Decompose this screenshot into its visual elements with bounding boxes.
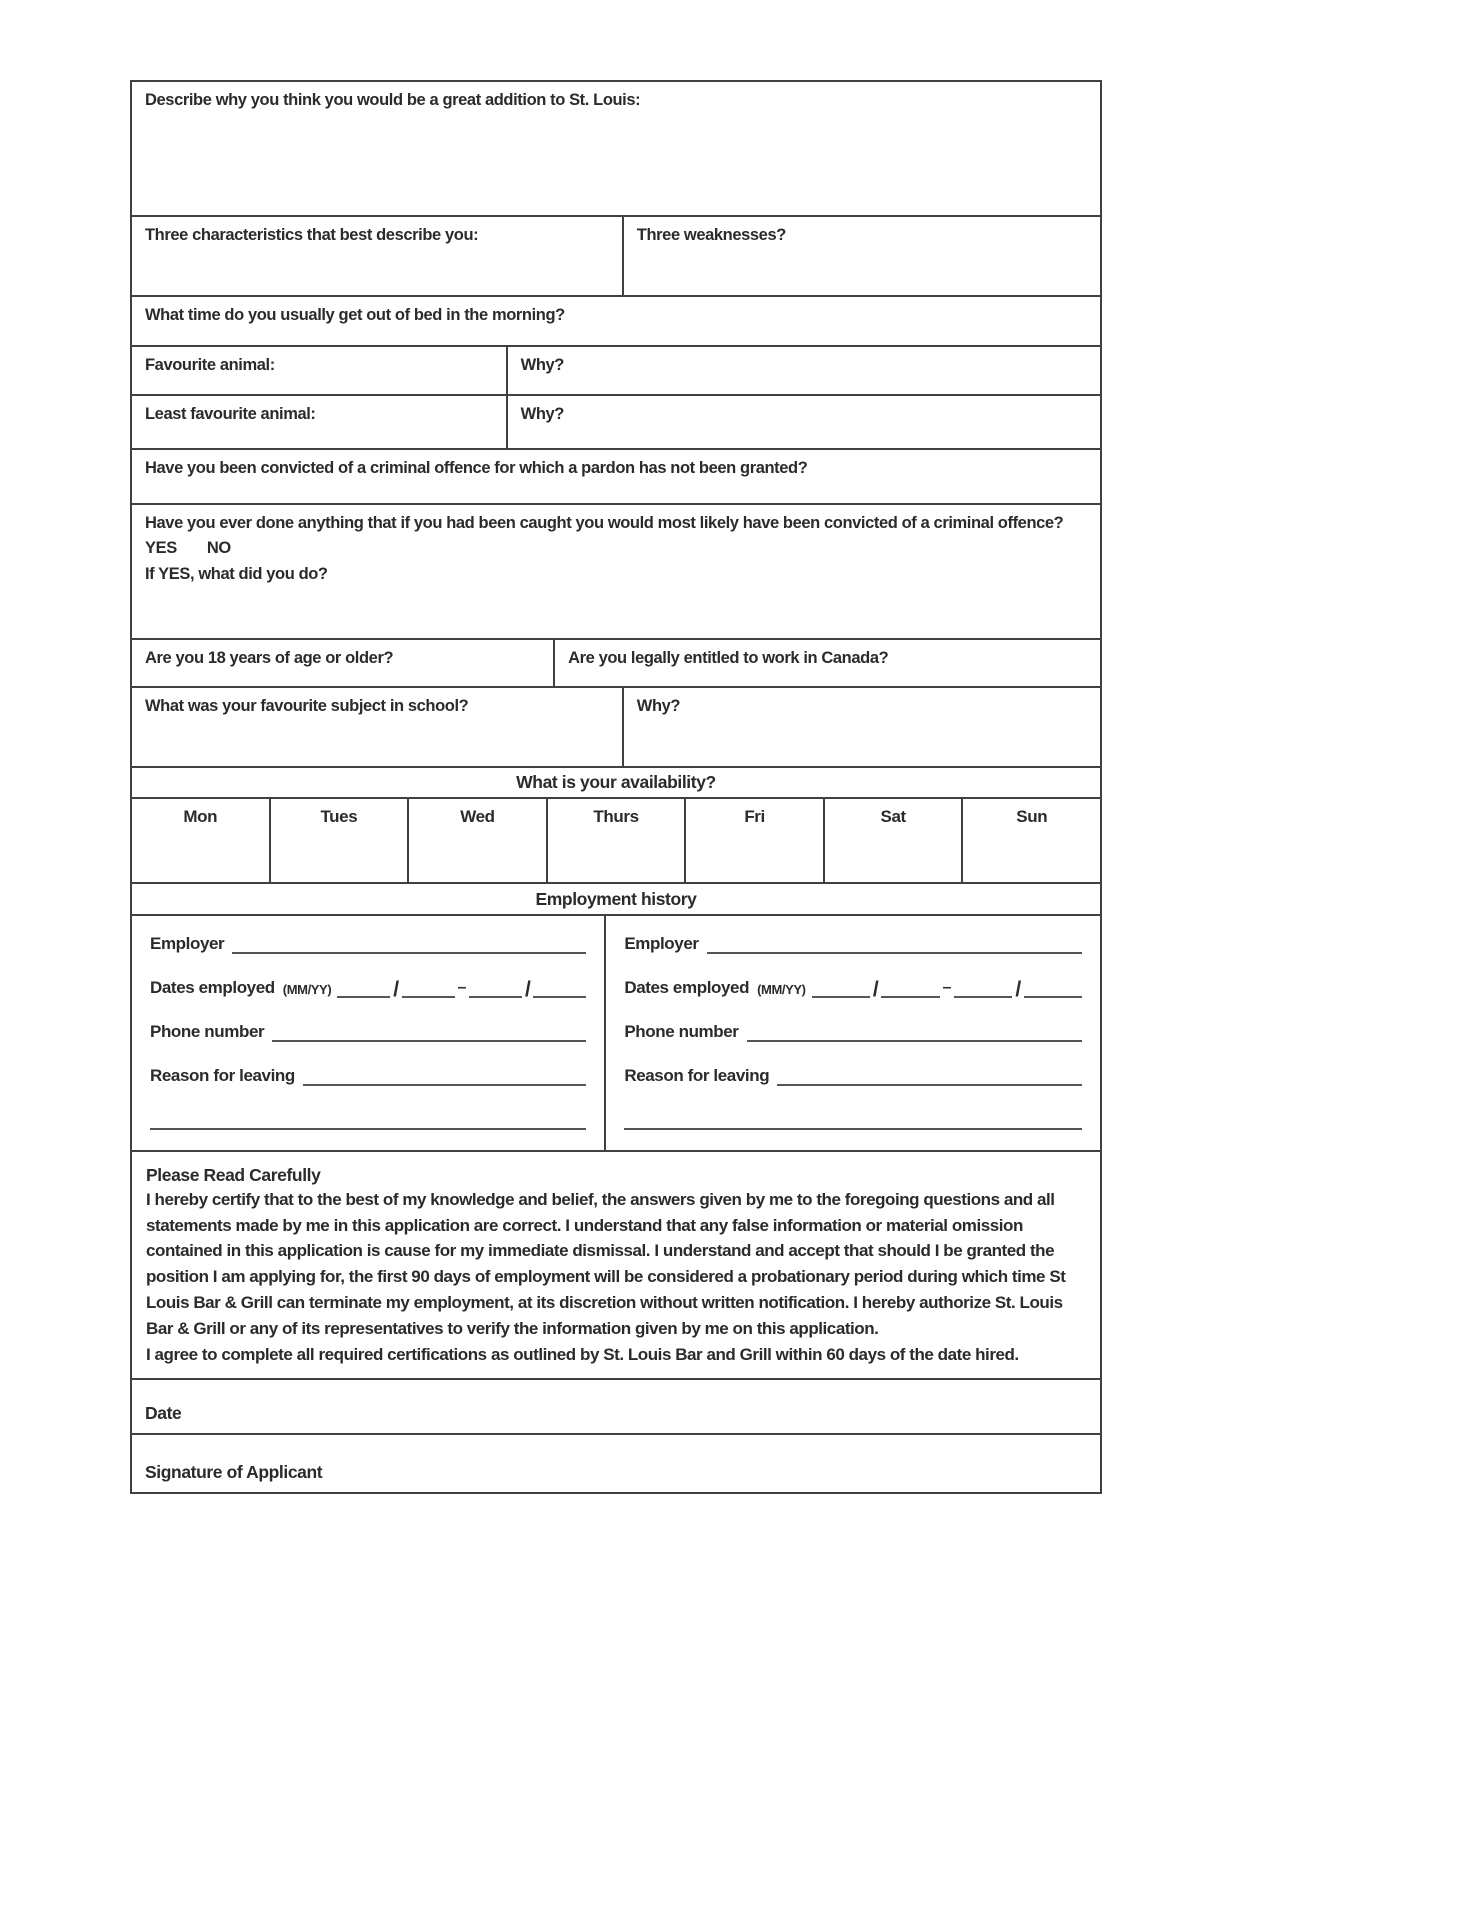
row-least-favourite-animal [132,396,1100,450]
day-cell-mon[interactable] [132,799,269,882]
day-cell-sun[interactable] [961,799,1100,882]
phone-label: Phone number [150,1022,265,1041]
employment-history-row [132,916,1100,1152]
reason-input-line[interactable] [303,1066,586,1086]
favourite-animal-answer-area[interactable] [132,347,506,394]
declaration-body-2: I agree to complete all required certifications as outlined by St. Louis Bar and Grill within 60 days of the date hired. [146,1344,1019,1364]
date-label: Date [145,1403,182,1423]
least-favourite-animal-why-label: Why? [520,405,564,423]
employment-application-form [130,80,1102,1494]
day-cell-thurs[interactable] [546,799,685,882]
employment-history-title: Employment history [535,888,697,909]
dates-month-to-line[interactable] [469,978,522,998]
availability-days-row [132,799,1100,884]
least-favourite-animal-why-answer-area[interactable] [506,396,1100,448]
convicted-answer-area[interactable] [132,450,1100,503]
signature-label: Signature of Applicant [145,1462,323,1482]
reason-overflow-line[interactable] [150,1110,586,1130]
great-addition-question-label: Describe why you think you would be a great addition to St. Louis: [145,91,641,109]
three-characteristics-answer-area[interactable] [132,217,622,295]
day-cell-fri[interactable] [684,799,823,882]
slash-mark: / [872,978,879,1001]
row-age-and-work-eligibility [132,640,1100,688]
reason-field-1 [150,1066,586,1086]
least-favourite-animal-answer-area[interactable] [132,396,506,448]
day-label-tues: Tues [320,807,358,826]
signature-row [132,1435,1100,1492]
slash-mark: / [1015,978,1021,1001]
dates-employed-field-1 [150,978,586,1001]
yes-no-options [145,538,1087,559]
reason-field-2 [624,1066,1082,1086]
reason-label: Reason for leaving [150,1066,295,1085]
reason-input-line[interactable] [777,1066,1082,1086]
no-option[interactable]: NO [206,539,231,558]
dash-mark: – [457,979,467,996]
row-favourite-animal [132,347,1100,396]
employer-input-line[interactable] [707,934,1082,954]
day-label-mon: Mon [183,807,218,826]
day-label-thurs: Thurs [593,807,639,826]
three-weaknesses-label: Three weaknesses? [636,226,786,244]
day-label-sun: Sun [1016,807,1048,826]
work-canada-answer-area[interactable] [553,640,1100,686]
dash-mark: – [942,979,952,996]
favourite-subject-answer-area[interactable] [132,688,622,766]
slash-mark: / [393,978,399,1001]
employer-field-2 [624,934,1082,954]
date-row [132,1380,1100,1435]
phone-field-2 [624,1022,1082,1042]
reason-label: Reason for leaving [624,1066,770,1085]
declaration-text-area [132,1152,1100,1378]
reason-overflow-line[interactable] [624,1110,1082,1130]
age-18-answer-area[interactable] [132,640,553,686]
dates-format-label: (MM/YY) [757,982,806,997]
dates-year-from-line[interactable] [402,978,455,998]
wake-time-answer-area[interactable] [132,297,1100,345]
employer-input-line[interactable] [232,934,586,954]
row-done-anything [132,505,1100,640]
dates-format-label: (MM/YY) [282,982,332,997]
dates-year-to-line[interactable] [1024,978,1082,998]
row-favourite-subject [132,688,1100,768]
day-label-wed: Wed [460,807,495,826]
day-label-sat: Sat [880,807,906,826]
dates-month-from-line[interactable] [812,978,870,998]
declaration-title: Please Read Carefully [146,1165,321,1185]
favourite-subject-why-label: Why? [636,697,681,715]
three-characteristics-label: Three characteristics that best describe you: [145,226,479,244]
slash-mark: / [524,978,531,1001]
day-cell-tues[interactable] [269,799,408,882]
if-yes-label: If YES, what did you do? [145,564,328,583]
least-favourite-animal-label: Least favourite animal: [145,405,316,423]
day-cell-wed[interactable] [407,799,546,882]
favourite-animal-why-label: Why? [520,356,564,374]
favourite-subject-why-answer-area[interactable] [622,688,1100,766]
reason-overflow-field-2 [624,1110,1082,1130]
dates-month-from-line[interactable] [337,978,390,998]
employer-field-1 [150,934,586,954]
employment-entry-1 [132,916,606,1150]
phone-field-1 [150,1022,586,1042]
employment-entry-2 [606,916,1100,1150]
favourite-animal-why-answer-area[interactable] [506,347,1100,394]
dates-employed-label: Dates employed [150,978,275,997]
employer-label: Employer [150,934,225,953]
row-convicted [132,450,1100,505]
row-characteristics-weaknesses [132,217,1100,297]
dates-month-to-line[interactable] [954,978,1012,998]
dates-employed-label: Dates employed [624,978,750,997]
phone-label: Phone number [624,1022,739,1041]
dates-employed-field-2 [624,978,1082,1001]
three-weaknesses-answer-area[interactable] [622,217,1100,295]
availability-header-row [132,768,1100,799]
yes-option[interactable]: YES [145,539,177,558]
row-great-addition [132,82,1100,217]
phone-input-line[interactable] [272,1022,586,1042]
signature-answer-area[interactable] [132,1435,1100,1492]
availability-title: What is your availability? [516,772,716,792]
age-18-label: Are you 18 years of age or older? [145,649,394,667]
reason-overflow-field-1 [150,1110,586,1130]
phone-input-line[interactable] [747,1022,1082,1042]
great-addition-answer-area[interactable] [132,82,1100,215]
day-label-fri: Fri [744,807,765,826]
date-answer-area[interactable] [132,1380,1100,1433]
convicted-question-label: Have you been convicted of a criminal offence for which a pardon has not been granted? [145,459,808,477]
day-cell-sat[interactable] [823,799,962,882]
row-wake-time [132,297,1100,347]
employer-label: Employer [624,934,699,953]
work-canada-label: Are you legally entitled to work in Canada? [568,649,889,667]
dates-year-from-line[interactable] [881,978,939,998]
employment-history-header-row [132,884,1100,916]
wake-time-label: What time do you usually get out of bed in the morning? [145,306,565,324]
done-anything-answer-area[interactable] [132,505,1100,638]
declaration-body: I hereby certify that to the best of my knowledge and belief, the answers given by me to the foregoing questions and all statements made by me in this application are correct. I understand that any false information or material omission contained in this application is cause for my immediate dismissal. I understand and accept that should I be granted the position I am applying for, the first 90 days of employment will be considered a probationary period during which time St Louis Bar & Grill can terminate my employment, at its discretion without written notification. I hereby authorize St. Louis Bar & Grill or any of its representatives to verify the information given by me on this application. [146,1189,1066,1338]
favourite-animal-label: Favourite animal: [145,356,275,374]
dates-year-to-line[interactable] [533,978,586,998]
declaration-row [132,1152,1100,1380]
favourite-subject-label: What was your favourite subject in school? [145,697,469,715]
done-anything-question-label: Have you ever done anything that if you had been caught you would most likely have been convicted of a criminal offence? [145,514,1064,532]
